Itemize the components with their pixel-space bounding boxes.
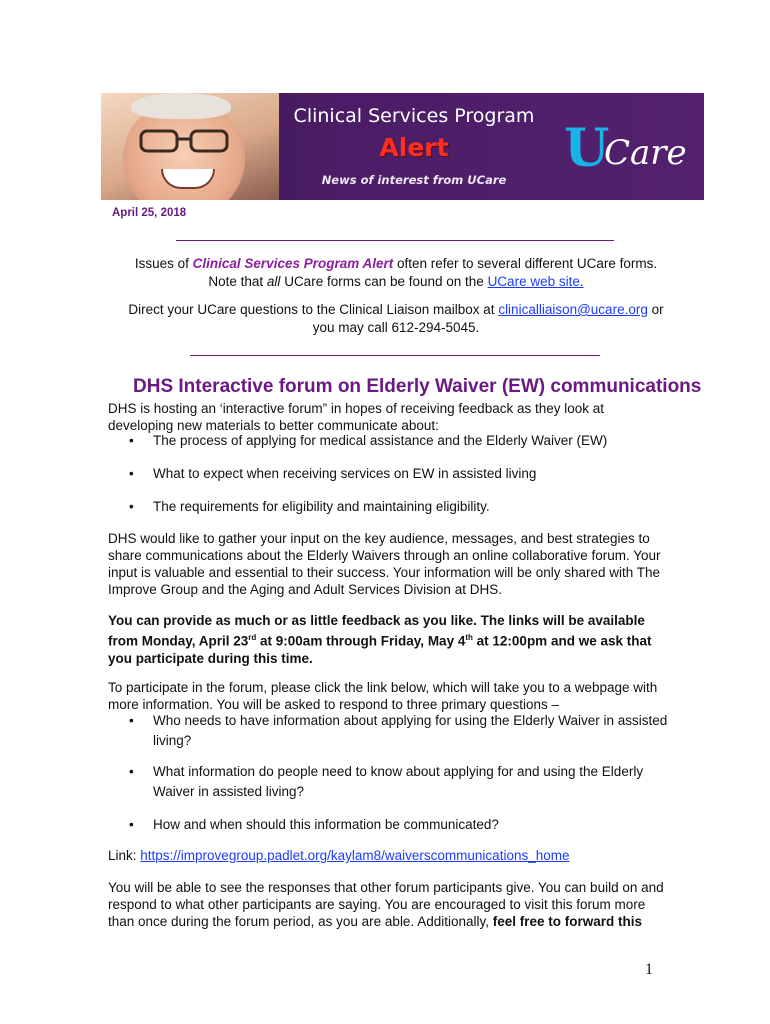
- intro-line-4: you may call 612-294-5045.: [312, 320, 480, 335]
- clinical-liaison-email-link[interactable]: clinicalliaison@ucare.org: [498, 302, 648, 317]
- bullet-icon: •: [129, 499, 134, 514]
- bullet-icon: •: [129, 433, 134, 448]
- ucare-logo: [564, 118, 694, 179]
- divider-top: [176, 240, 614, 241]
- issue-date: April 25, 2018: [112, 207, 187, 219]
- banner-title: Clinical Services Program: [293, 105, 535, 127]
- ucare-website-link[interactable]: UCare web site.: [487, 274, 584, 289]
- program-alert-name: Clinical Services Program Alert: [192, 256, 394, 271]
- hair-shape: [131, 93, 231, 119]
- forum-link-line: Link: https://improvegroup.padlet.org/kaylam8/waiverscommunications_home: [108, 848, 570, 863]
- intro-block: [108, 255, 684, 337]
- article-heading: DHS Interactive forum on Elderly Waiver (EW) communications: [133, 376, 702, 397]
- intro-line-3: Direct your UCare questions to the Clinical Liaison mailbox at clinicalliaison@ucare.org or: [128, 302, 664, 317]
- paragraph-intro: DHS is hosting an ‘interactive forum” in hopes of receiving feedback as they look at developing new materials to better communicate about:: [108, 401, 605, 433]
- glasses-icon: [139, 129, 229, 153]
- forum-link[interactable]: https://improvegroup.padlet.org/kaylam8/waiverscommunications_home: [140, 848, 570, 863]
- logo-u: U: [564, 118, 610, 179]
- intro-line-2: Note that all UCare forms can be found on the UCare web site.: [208, 274, 584, 289]
- paragraph-availability: You can provide as much or as little feedback as you like. The links will be available from Monday, April 23rd at 9:00am through Friday, May 4th at 12:00pm and we ask that you participate during this time.: [108, 613, 652, 666]
- bullet-icon: •: [129, 713, 134, 728]
- paragraph-participate: To participate in the forum, please click the link below, which will take you to a webpage with more information. You will be asked to respond to three primary questions –: [108, 680, 658, 712]
- newsletter-banner: [101, 93, 704, 200]
- paragraph-responses: You will be able to see the responses that other forum participants give. You can build on and respond to what other participants are saying. You are encouraged to visit this forum more than once during the forum period, as you are able. Additionally, feel free to forward this: [108, 880, 664, 929]
- banner-alert: Alert: [379, 133, 449, 162]
- bullet-icon: •: [129, 466, 134, 481]
- intro-line-1: Issues of Clinical Services Program Alert often refer to several different UCare forms.: [134, 256, 658, 271]
- banner-photo: [101, 93, 279, 200]
- page-number: 1: [645, 961, 653, 978]
- logo-care: Care: [604, 133, 687, 173]
- bullet-icon: •: [129, 817, 134, 832]
- divider-bottom: [190, 355, 600, 356]
- paragraph-gather-input: DHS would like to gather your input on the key audience, messages, and best strategies to share communications about the Elderly Waivers through an online collaborative forum. Your input is valuable and essential to their success. Your information will be only shared with The Improve Group and the Aging and Adult Services Division at DHS.: [108, 531, 661, 597]
- banner-tagline: News of interest from UCare: [321, 173, 507, 187]
- bullet-icon: •: [129, 764, 134, 779]
